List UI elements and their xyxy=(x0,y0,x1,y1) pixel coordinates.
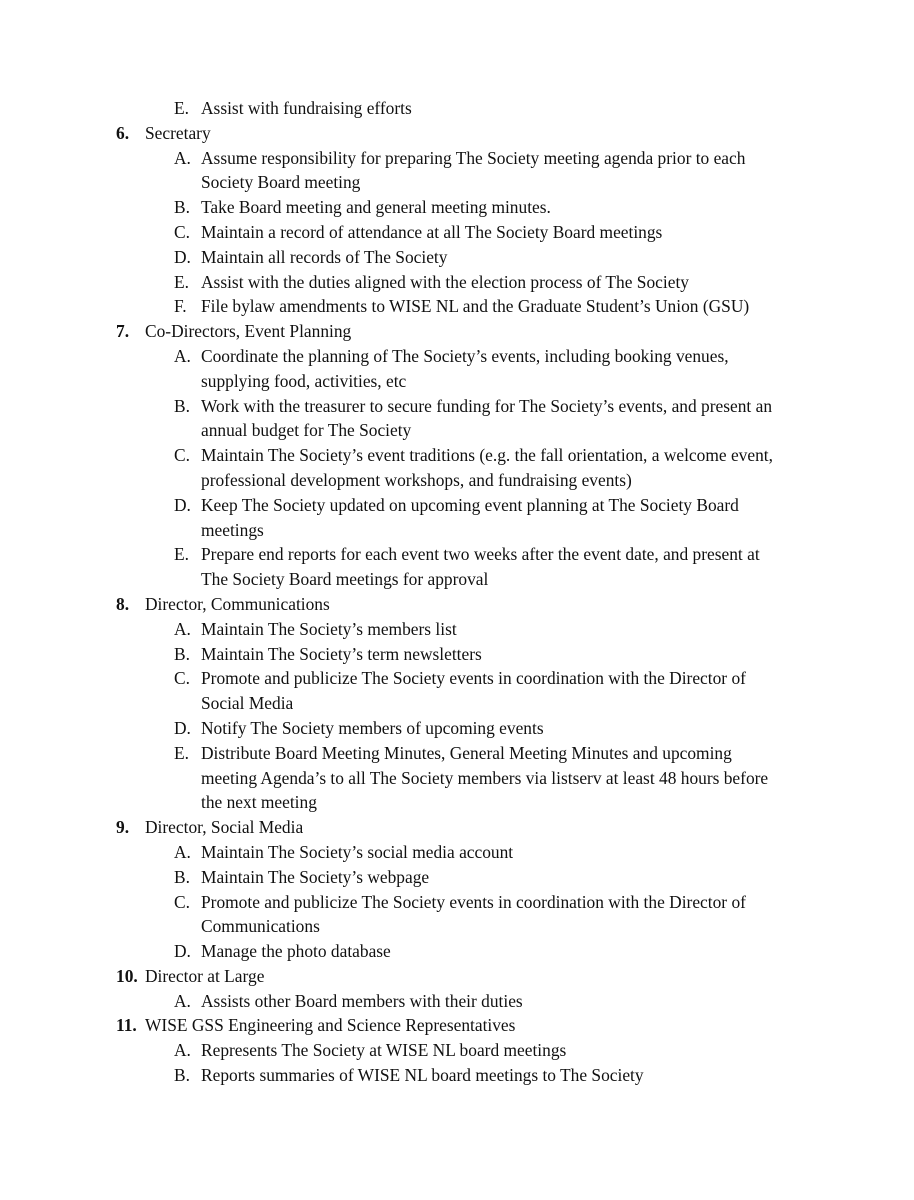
list-item xyxy=(0,294,819,319)
item-text-line: Keep The Society updated on upcoming event planning at The Society Board xyxy=(201,494,739,515)
item-text-line: Maintain The Society’s social media account xyxy=(201,841,514,862)
list-item xyxy=(0,716,819,741)
list-item xyxy=(0,394,819,444)
item-text-line: Promote and publicize The Society events in coordination with the Director of xyxy=(201,891,746,912)
item-text-line: Take Board meeting and general meeting minutes. xyxy=(201,197,551,218)
item-letter: A. xyxy=(174,147,191,168)
item-text-line: The Society Board meetings for approval xyxy=(201,569,489,590)
list-item xyxy=(0,96,819,121)
section-number: 8. xyxy=(116,593,130,614)
item-text-line: Communications xyxy=(201,916,320,937)
item-text-line: the next meeting xyxy=(201,792,317,813)
list-item xyxy=(0,617,819,642)
section-title: Director, Social Media xyxy=(145,817,304,838)
sections-list xyxy=(0,121,914,1088)
item-letter: F. xyxy=(174,296,187,317)
document-page xyxy=(0,96,914,1088)
section-title: Secretary xyxy=(145,122,211,143)
item-text-line: annual budget for The Society xyxy=(201,420,412,441)
section-title: Director at Large xyxy=(145,965,265,986)
list-item xyxy=(0,666,819,716)
item-text-line: Represents The Society at WISE NL board meetings xyxy=(201,1040,567,1061)
section-number: 11. xyxy=(116,1015,137,1036)
list-item xyxy=(0,195,819,220)
item-text-line: Notify The Society members of upcoming events xyxy=(201,717,544,738)
item-text-line: meeting Agenda’s to all The Society members via listserv at least 48 hours before xyxy=(201,767,769,788)
section-title: Director, Communications xyxy=(145,593,330,614)
item-letter: C. xyxy=(174,668,190,689)
item-text-line: Work with the treasurer to secure funding for The Society’s events, and present an xyxy=(201,395,773,416)
item-letter: A. xyxy=(174,618,191,639)
item-letter: B. xyxy=(174,643,190,664)
section-heading xyxy=(0,815,914,840)
section-heading xyxy=(0,592,914,617)
item-text-line: Social Media xyxy=(201,693,294,714)
item-letter: C. xyxy=(174,445,190,466)
item-text-line: Assists other Board members with their duties xyxy=(201,990,523,1011)
item-letter: D. xyxy=(174,717,191,738)
item-letter: A. xyxy=(174,841,191,862)
item-text-line: Maintain The Society’s webpage xyxy=(201,866,430,887)
list-item xyxy=(0,890,819,940)
item-letter: A. xyxy=(174,1040,191,1061)
section-number: 6. xyxy=(116,122,130,143)
item-letter: D. xyxy=(174,494,191,515)
list-item xyxy=(0,542,819,592)
item-text-line: Maintain The Society’s term newsletters xyxy=(201,643,482,664)
section-heading xyxy=(0,1013,914,1038)
item-text-line: File bylaw amendments to WISE NL and the Graduate Student’s Union (GSU) xyxy=(201,296,750,317)
item-text-line: Society Board meeting xyxy=(201,172,361,193)
item-text-line: Maintain The Society’s event traditions (e.g. the fall orientation, a welcome event, xyxy=(201,445,773,466)
section-heading xyxy=(0,964,914,989)
section-number: 7. xyxy=(116,321,130,342)
list-item xyxy=(0,270,819,295)
list-item xyxy=(0,939,819,964)
list-item xyxy=(0,989,819,1014)
list-item xyxy=(0,344,819,394)
item-letter: E. xyxy=(174,544,189,565)
item-letter: B. xyxy=(174,866,190,887)
item-text-line: Distribute Board Meeting Minutes, General Meeting Minutes and upcoming xyxy=(201,742,732,763)
list-item xyxy=(0,245,819,270)
item-letter: B. xyxy=(174,197,190,218)
list-item xyxy=(0,493,819,543)
item-letter: D. xyxy=(174,941,191,962)
list-item xyxy=(0,1038,819,1063)
list-item xyxy=(0,1063,819,1088)
section-title: WISE GSS Engineering and Science Representatives xyxy=(145,1015,516,1036)
item-letter: B. xyxy=(174,395,190,416)
item-letter: A. xyxy=(174,345,191,366)
list-item xyxy=(0,741,819,815)
item-letter: E. xyxy=(174,271,189,292)
item-text: Assist with fundraising efforts xyxy=(201,98,412,118)
item-text-line: Coordinate the planning of The Society’s events, including booking venues, xyxy=(201,345,729,366)
item-text-line: Maintain a record of attendance at all The Society Board meetings xyxy=(201,221,663,242)
list-item xyxy=(0,865,819,890)
list-item xyxy=(0,443,819,493)
item-text-line: Manage the photo database xyxy=(201,941,391,962)
item-letter: A. xyxy=(174,990,191,1011)
item-letter: C. xyxy=(174,891,190,912)
list-item xyxy=(0,840,819,865)
item-letter: D. xyxy=(174,246,191,267)
item-letter: C. xyxy=(174,221,190,242)
item-letter: E. xyxy=(174,742,189,763)
item-text-line: Reports summaries of WISE NL board meetings to The Society xyxy=(201,1065,644,1086)
item-text-line: Assist with the duties aligned with the election process of The Society xyxy=(201,271,689,292)
item-text-line: professional development workshops, and fundraising events) xyxy=(201,469,632,490)
item-text-line: Promote and publicize The Society events in coordination with the Director of xyxy=(201,668,746,689)
item-text-line: meetings xyxy=(201,519,264,540)
section-heading xyxy=(0,319,914,344)
item-letter: E. xyxy=(174,98,189,118)
list-item xyxy=(0,220,819,245)
item-letter: B. xyxy=(174,1065,190,1086)
item-text-line: Maintain The Society’s members list xyxy=(201,618,457,639)
section-number: 9. xyxy=(116,817,130,838)
item-text-line: Prepare end reports for each event two weeks after the event date, and present at xyxy=(201,544,760,565)
item-text-line: supplying food, activities, etc xyxy=(201,370,407,391)
section-number: 10. xyxy=(116,965,138,986)
list-item xyxy=(0,146,819,196)
item-text-line: Maintain all records of The Society xyxy=(201,246,448,267)
section-heading xyxy=(0,121,914,146)
section-title: Co-Directors, Event Planning xyxy=(145,321,352,342)
list-item xyxy=(0,642,819,667)
item-text-line: Assume responsibility for preparing The Society meeting agenda prior to each xyxy=(201,147,746,168)
